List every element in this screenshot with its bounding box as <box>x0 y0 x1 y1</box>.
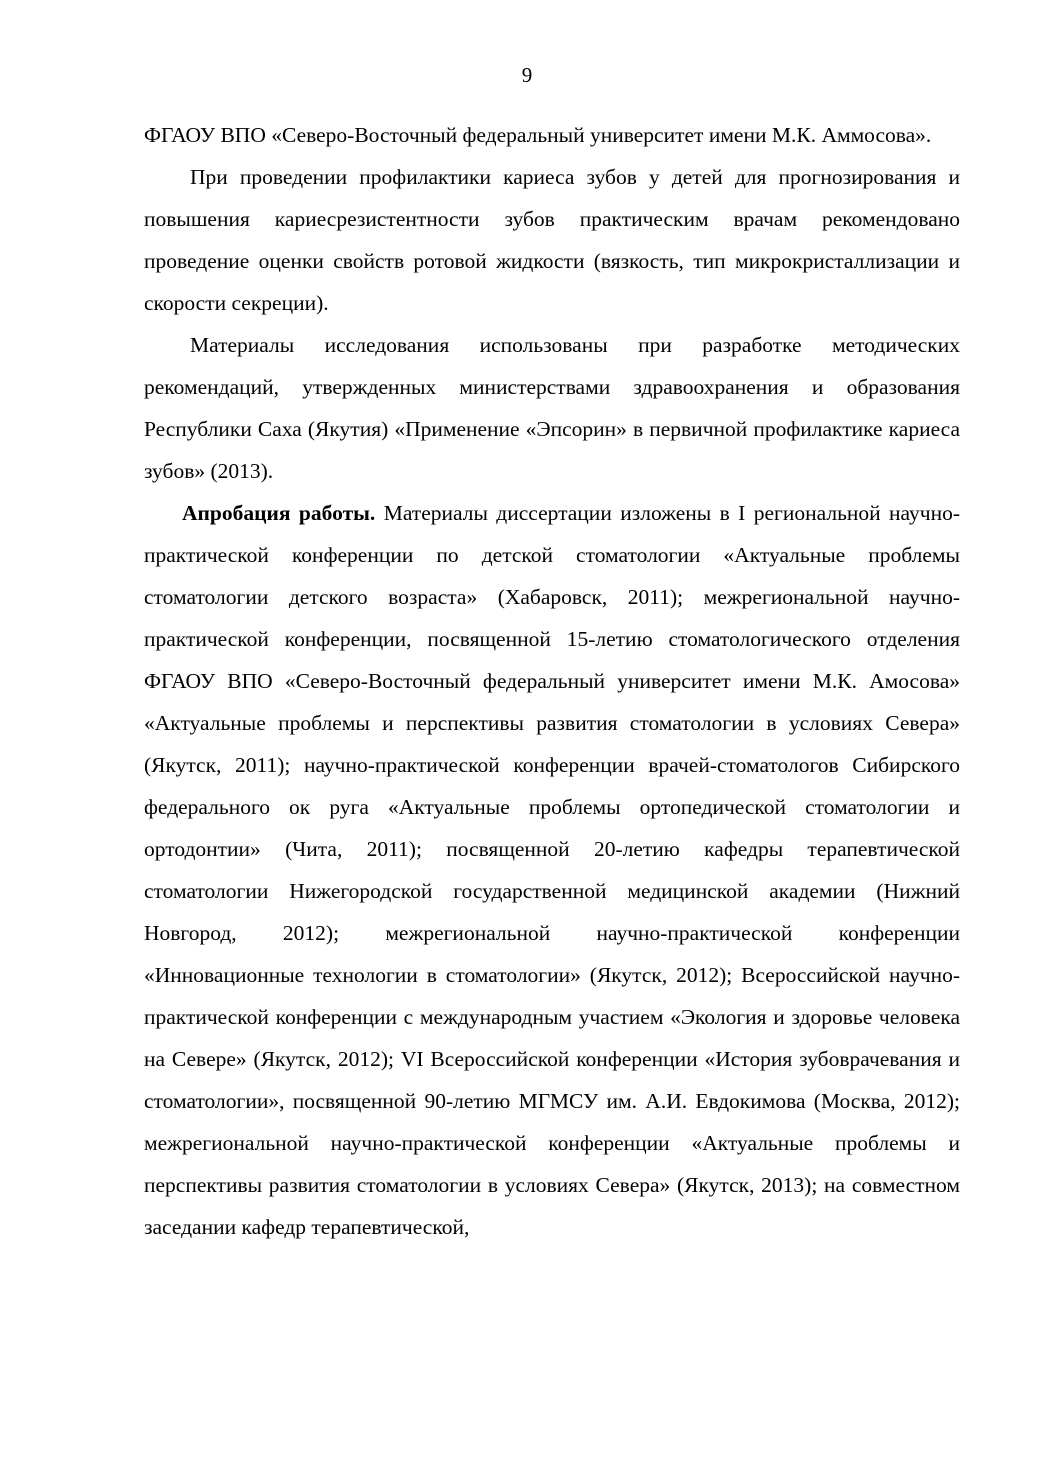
paragraph-prevention: При проведении профилактики кариеса зубов у детей для прогнозирования и повышения кариесрезистентности зубов практическим врачам рекомендовано проведение оценки свойств ротовой жидкости (вязкость, тип микрокристаллизации и скорости секреции). <box>144 165 960 315</box>
page-number: 9 <box>521 63 533 87</box>
paragraph-approbation <box>144 492 960 1248</box>
document-body <box>144 114 960 1248</box>
approbation-text: Материалы диссертации изложены в I региональной научно-практической конференции по детской стоматологии «Актуальные проблемы стоматологии детского возраста» (Хабаровск, 2011); межрегиональной научно-практической конференции, посвященной 15-летию стоматологического отделения ФГАОУ ВПО «Северо-Восточный федеральный университет имени М.К. Амосова» «Актуальные проблемы и перспективы развития стоматологии в условиях Севера» (Якутск, 2011); научно-практической конференции врачей-стоматологов Сибирского федерального ок руга «Актуальные проблемы ортопедической стоматологии и ортодонтии» (Чита, 2011); посвященной 20-летию кафедры терапевтической стоматологии Нижегородской государственной медицинской академии (Нижний Новгород, 2012); межрегиональной научно-практической конференции «Инновационные технологии в стоматологии» (Якутск, 2012); Всероссийской научно-практической конференции с международным участием «Экология и здоровье человека на Севере» (Якутск, 2012); VI Всероссийской конференции «История зубоврачевания и стоматологии», посвященной 90-летию МГМСУ им. А.И. Евдокимова (Москва, 2012); межрегиональной научно-практической конференции «Актуальные проблемы и перспективы развития стоматологии в условиях Севера» (Якутск, 2013); на совместном заседании кафедр терапевтической, <box>144 501 960 1239</box>
paragraph-materials: Материалы исследования использованы при разработке методических рекомендаций, утвержденных министерствами здравоохранения и образования Республики Саха (Якутия) «Применение «Эпсорин» в первичной профилактике кариеса зубов» (2013). <box>144 333 960 483</box>
approbation-heading: Апробация работы. <box>182 501 376 525</box>
paragraph-affiliation: ФГАОУ ВПО «Северо-Восточный федеральный университет имени М.К. Аммосова». <box>144 123 932 147</box>
